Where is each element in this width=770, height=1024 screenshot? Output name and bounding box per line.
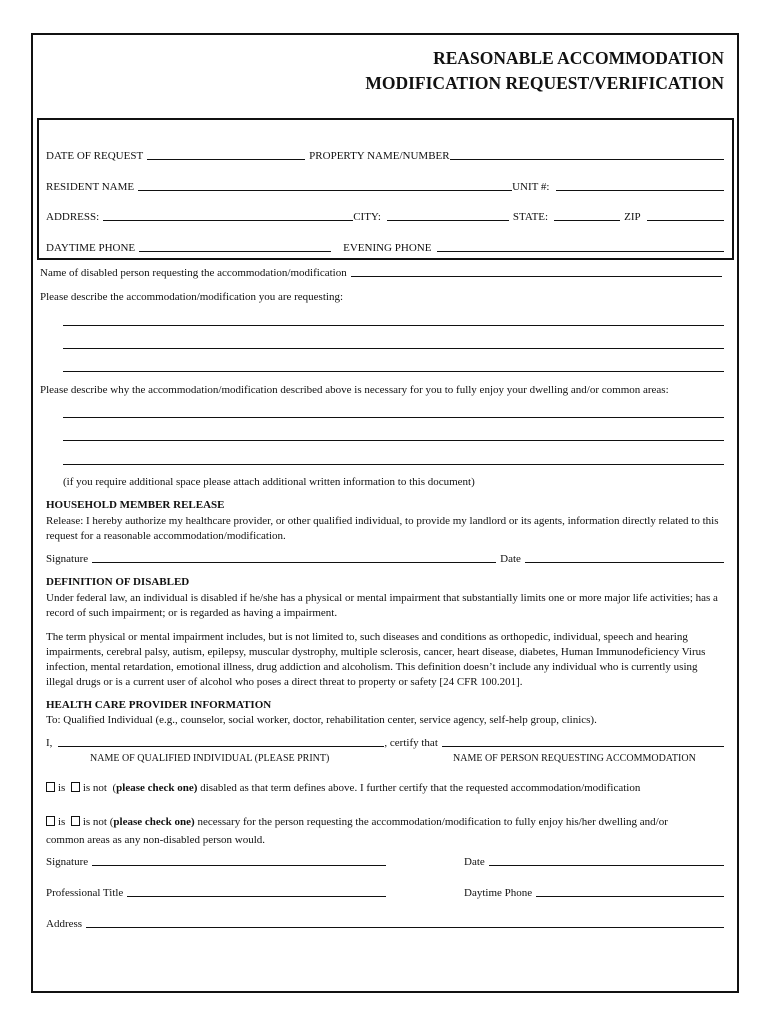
row-resident-unit [46, 181, 724, 193]
zip-field[interactable] [647, 219, 724, 221]
row-date-property [46, 150, 724, 162]
row-provider-phone [464, 887, 724, 899]
city-field[interactable] [387, 219, 509, 221]
evening-phone-field[interactable] [437, 250, 724, 252]
describe-why-line-3[interactable] [63, 464, 724, 465]
row-provider-date [464, 856, 724, 868]
row-provider-signature [46, 856, 386, 868]
caption-qualified-individual: NAME OF QUALIFIED INDIVIDUAL (PLEASE PRINT) [90, 753, 330, 764]
check2-paren: ( [109, 816, 114, 828]
disabled-person-field[interactable] [351, 275, 722, 277]
provider-address-field[interactable] [86, 926, 724, 928]
check2-line2: common areas as any non-disabled person would. [46, 834, 266, 846]
check1-rest: disabled as that term defines above. I further certify that the requested accommodation/modification [197, 782, 641, 794]
state-label: STATE: [512, 211, 549, 223]
provider-heading: HEALTH CARE PROVIDER INFORMATION [46, 699, 272, 711]
provider-signature-field[interactable] [92, 864, 386, 866]
qualified-individual-name-field[interactable] [58, 745, 384, 747]
household-release-text: Release: I hereby authorize my healthcare provider, or other qualified individual, to provide my landlord or its agents, information directly related to this request for a reasonable accommodation/modification. [46, 515, 719, 542]
definition-heading: DEFINITION OF DISABLED [46, 576, 190, 588]
release-date-label: Date [500, 553, 521, 565]
is-label-1: is [58, 782, 66, 794]
is-not-label-1: is not [82, 782, 107, 794]
is-not-checkbox-2[interactable] [71, 816, 80, 826]
definition-paragraph-2: The term physical or mental impairment includes, but is not limited to, such diseases and conditions as orthopedic, individual, speech and hearing impairments, cerebral palsy, autism, epilepsy, muscular dystrophy, multiple sclerosis, cancer, heart disease, diabetes, Human Immunodeficiency Virus infection, mental retardation, emotional illness, drug addiction and alcoholism. This definition doesn’t include any individual who is currently using illegal drugs or is a current user of alcohol who poses a direct threat to property or safety [24 CFR 100.201]. [46, 631, 706, 688]
describe-why-line-2[interactable] [63, 440, 724, 441]
check-row-1 [46, 782, 640, 794]
describe-request-line-3[interactable] [63, 371, 724, 372]
date-of-request-label: DATE OF REQUEST [46, 150, 144, 162]
i-label: I, [46, 737, 53, 749]
property-name-label: PROPERTY NAME/NUMBER [309, 150, 450, 162]
date-of-request-field[interactable] [147, 158, 305, 160]
is-not-checkbox-1[interactable] [71, 782, 80, 792]
row-professional-title [46, 887, 386, 899]
provider-date-label: Date [464, 856, 485, 868]
zip-label: ZIP [624, 211, 641, 223]
daytime-phone-field[interactable] [139, 250, 331, 252]
check-row-2 [46, 816, 668, 828]
professional-title-field[interactable] [127, 895, 386, 897]
is-checkbox-2[interactable] [46, 816, 55, 826]
definition-paragraph-1: Under federal law, an individual is disabled if he/she has a physical or mental impairment that substantially limits one or more major life activities; has a record of such impairment; or is regarded as having a impairment. [46, 592, 718, 619]
certify-label: , certify that [384, 737, 438, 749]
address-label: ADDRESS: [46, 211, 100, 223]
describe-why-line-1[interactable] [63, 417, 724, 418]
state-field[interactable] [554, 219, 620, 221]
is-checkbox-1[interactable] [46, 782, 55, 792]
row-phones [46, 242, 724, 254]
city-label: CITY: [353, 211, 381, 223]
is-label-2: is [58, 816, 66, 828]
describe-request-line-1[interactable] [63, 325, 724, 326]
property-name-field[interactable] [450, 158, 724, 160]
provider-phone-field[interactable] [536, 895, 724, 897]
person-requesting-name-field[interactable] [442, 745, 724, 747]
professional-title-label: Professional Title [46, 887, 124, 899]
row-disabled-person [40, 267, 722, 279]
release-signature-field[interactable] [92, 561, 496, 563]
unit-field[interactable] [556, 189, 725, 191]
evening-phone-label: EVENING PHONE [343, 242, 432, 254]
form-title-line1: REASONABLE ACCOMMODATION [433, 48, 724, 68]
row-provider-address [46, 918, 724, 930]
describe-why-label: Please describe why the accommodation/modification described above is necessary for you to fully enjoy your dwelling and/or common areas: [40, 384, 669, 396]
row-address [46, 211, 724, 223]
check2-rest: necessary for the person requesting the accommodation/modification to fully enjoy his/her dwelling and/or [194, 816, 668, 828]
row-release-signature [46, 553, 724, 565]
unit-label: UNIT #: [512, 181, 550, 193]
provider-signature-label: Signature [46, 856, 89, 868]
release-date-field[interactable] [525, 561, 724, 563]
describe-request-label: Please describe the accommodation/modification you are requesting: [40, 291, 344, 303]
provider-date-field[interactable] [489, 864, 724, 866]
describe-request-line-2[interactable] [63, 348, 724, 349]
row-certify [46, 737, 724, 749]
provider-to-line: To: Qualified Individual (e.g., counselor, social worker, doctor, rehabilitation center, service agency, self-help group, clinics). [46, 714, 597, 726]
daytime-phone-label: DAYTIME PHONE [46, 242, 136, 254]
household-release-heading: HOUSEHOLD MEMBER RELEASE [46, 499, 225, 511]
caption-person-requesting: NAME OF PERSON REQUESTING ACCOMMODATION [453, 753, 696, 764]
check1-paren: ( [112, 782, 117, 794]
release-signature-label: Signature [46, 553, 89, 565]
check1-bold: please check one) [116, 782, 198, 794]
additional-space-note: (if you require additional space please attach additional written information to this document) [63, 476, 475, 488]
is-not-label-2: is not [82, 816, 107, 828]
address-field[interactable] [103, 219, 353, 221]
form-title-line2: MODIFICATION REQUEST/VERIFICATION [365, 73, 724, 93]
provider-phone-label: Daytime Phone [464, 887, 533, 899]
resident-name-label: RESIDENT NAME [46, 181, 135, 193]
resident-name-field[interactable] [138, 189, 512, 191]
provider-address-label: Address [46, 918, 83, 930]
disabled-person-label: Name of disabled person requesting the accommodation/modification [40, 267, 347, 279]
check2-bold: please check one) [113, 816, 195, 828]
